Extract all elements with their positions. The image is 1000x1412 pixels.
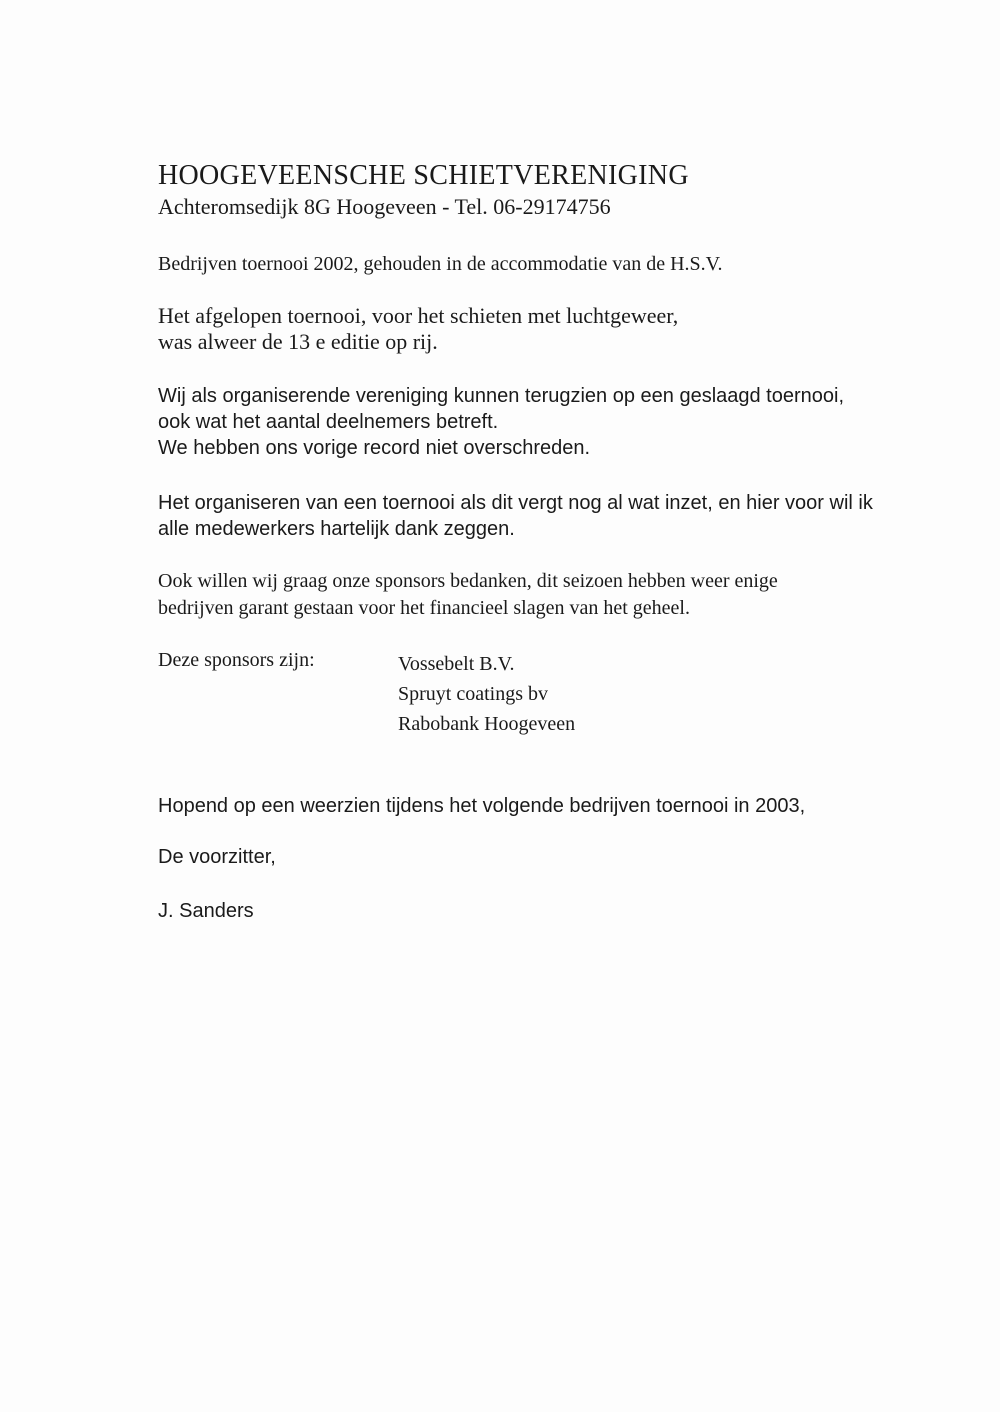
- chair-title: De voorzitter,: [158, 846, 276, 868]
- paragraph-line: We hebben ons vorige record niet overschreden.: [158, 437, 591, 459]
- signature-name: J. Sanders: [158, 900, 254, 922]
- paragraph-line: Wij als organiserende vereniging kunnen terugzien op een geslaagd toernooi,: [158, 385, 845, 407]
- paragraph-thanks-volunteers: [158, 490, 873, 542]
- organization-name: HOOGEVEENSCHE SCHIETVERENIGING: [158, 160, 689, 191]
- sponsors-label: Deze sponsors zijn:: [158, 649, 315, 671]
- paragraph-line: Het organiseren van een toernooi als dit vergt nog al wat inzet, en hier voor wil ik: [158, 492, 873, 514]
- paragraph-tournament-edition: [158, 303, 678, 355]
- paragraph-line: Ook willen wij graag onze sponsors bedanken, dit seizoen hebben weer enige: [158, 570, 778, 592]
- sponsor-item: Spruyt coatings bv: [398, 683, 548, 705]
- closing-line: Hopend op een weerzien tijdens het volgende bedrijven toernooi in 2003,: [158, 795, 806, 817]
- paragraph-line: Het afgelopen toernooi, voor het schieten met luchtgeweer,: [158, 303, 679, 328]
- paragraph-thanks-sponsors: [158, 568, 778, 622]
- paragraph-line: was alweer de 13 e editie op rij.: [158, 329, 438, 354]
- paragraph-success: [158, 383, 844, 461]
- paragraph-line: alle medewerkers hartelijk dank zeggen.: [158, 518, 515, 540]
- intro-line: Bedrijven toernooi 2002, gehouden in de accommodatie van de H.S.V.: [158, 253, 723, 275]
- sponsor-item: Vossebelt B.V.: [398, 653, 515, 675]
- sponsor-item: Rabobank Hoogeveen: [398, 713, 576, 735]
- paragraph-line: ook wat het aantal deelnemers betreft.: [158, 411, 499, 433]
- organization-address: Achteromsedijk 8G Hoogeveen - Tel. 06-29174756: [158, 194, 611, 219]
- paragraph-line: bedrijven garant gestaan voor het financieel slagen van het geheel.: [158, 597, 690, 619]
- sponsors-list: [398, 649, 575, 739]
